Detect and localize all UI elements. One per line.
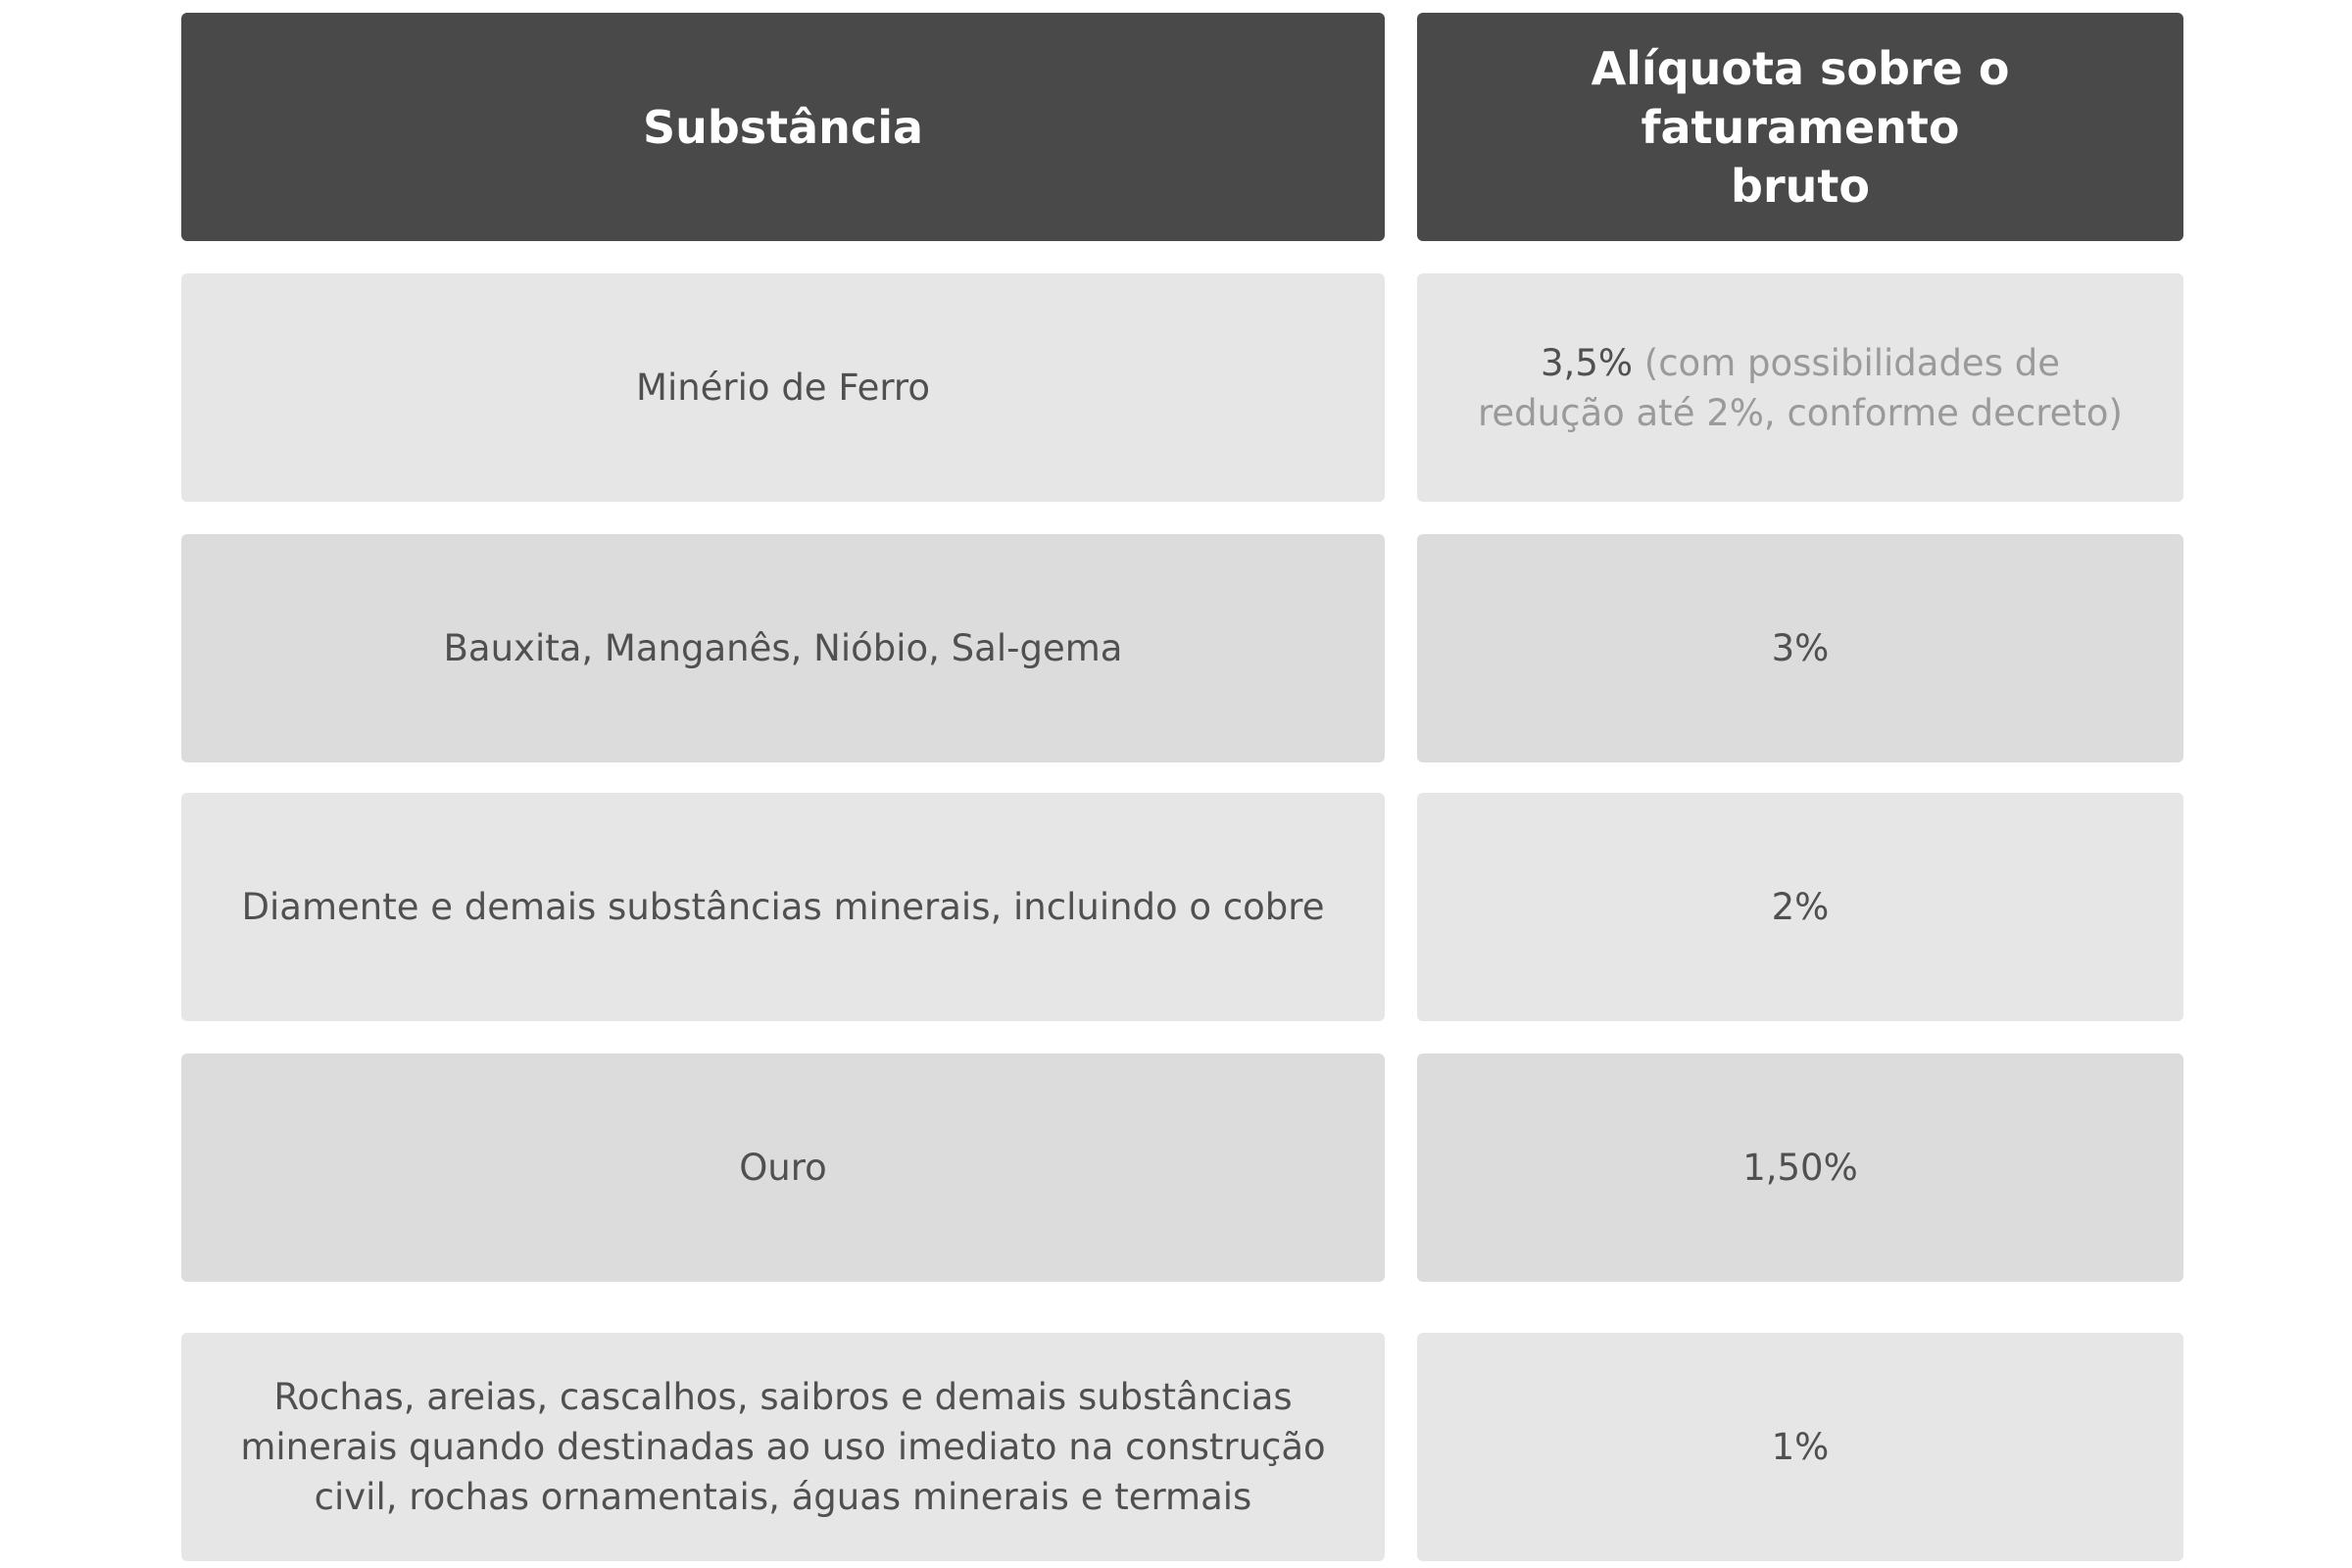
rate-note: (com possibilidades de redução até 2%, conforme decreto) (1478, 341, 2123, 434)
table-row-5-rate (1417, 1333, 2183, 1561)
table-row-4-rate (1417, 1054, 2183, 1282)
rate-main: 3,5% (1541, 341, 1634, 384)
substance-label: Rochas, areias, cascalhos, saibros e demais substâncias minerais quando destinadas ao uso imediato na construção civil, rochas ornamentais, águas minerais e termais (240, 1376, 1326, 1518)
rate-main: 1% (1771, 1426, 1830, 1468)
substance-label: Bauxita, Manganês, Nióbio, Sal-gema (443, 627, 1123, 669)
rate-main: 1,50% (1742, 1147, 1858, 1189)
header-substance-label: Substância (642, 100, 924, 154)
rate-value (1476, 338, 2125, 438)
header-rate (1417, 13, 2183, 241)
header-substance (181, 13, 1385, 241)
table-row-2-substance (181, 534, 1385, 762)
table-row-1-substance (181, 273, 1385, 502)
rate-main: 2% (1771, 886, 1830, 928)
table-row-2-rate (1417, 534, 2183, 762)
table-row-4-substance (181, 1054, 1385, 1282)
table-row-1-rate (1417, 273, 2183, 502)
header-rate-label: Alíquota sobre o faturamento bruto (1591, 41, 2010, 213)
substance-label: Diamente e demais substâncias minerais, incluindo o cobre (241, 886, 1325, 928)
substance-label: Ouro (739, 1147, 827, 1189)
table-row-3-rate (1417, 793, 2183, 1021)
table-row-3-substance (181, 793, 1385, 1021)
substance-label: Minério de Ferro (636, 367, 930, 409)
table-row-5-substance (181, 1333, 1385, 1561)
rate-main: 3% (1771, 627, 1830, 669)
